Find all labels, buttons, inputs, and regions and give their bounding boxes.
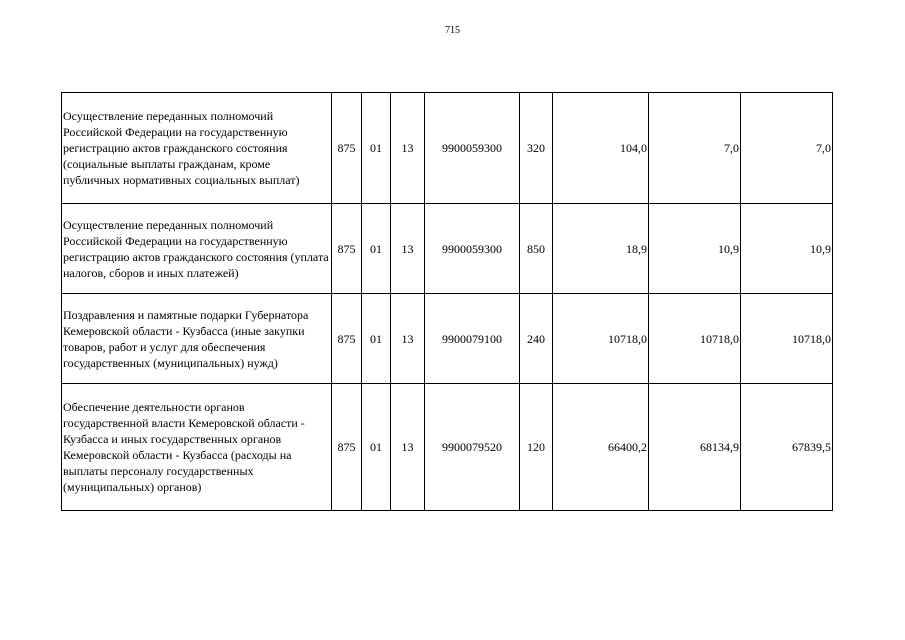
target-article-code: 9900079520 [425, 384, 520, 511]
amount-year-2: 68134,9 [649, 384, 741, 511]
expense-type-code: 240 [520, 294, 553, 384]
amount-year-1: 18,9 [553, 204, 649, 294]
amount-year-3: 10,9 [741, 204, 833, 294]
amount-year-1: 66400,2 [553, 384, 649, 511]
target-article-code: 9900059300 [425, 204, 520, 294]
amount-year-3: 67839,5 [741, 384, 833, 511]
budget-table [61, 92, 833, 511]
ministry-code: 875 [332, 93, 362, 204]
section-code: 01 [362, 294, 391, 384]
subsection-code: 13 [391, 93, 425, 204]
section-code: 01 [362, 384, 391, 511]
subsection-code: 13 [391, 294, 425, 384]
amount-year-3: 10718,0 [741, 294, 833, 384]
target-article-code: 9900079100 [425, 294, 520, 384]
amount-year-2: 10,9 [649, 204, 741, 294]
page-number: 715 [445, 25, 460, 36]
amount-year-3: 7,0 [741, 93, 833, 204]
expense-type-code: 850 [520, 204, 553, 294]
subsection-code: 13 [391, 204, 425, 294]
amount-year-2: 10718,0 [649, 294, 741, 384]
ministry-code: 875 [332, 204, 362, 294]
section-code: 01 [362, 204, 391, 294]
row-description: Осуществление переданных полномочий Российской Федерации на государственную регистрацию актов гражданского состояния (социальные выплаты гражданам, кроме публичных нормативных социальных выплат) [62, 93, 332, 204]
ministry-code: 875 [332, 384, 362, 511]
expense-type-code: 320 [520, 93, 553, 204]
table-row [62, 384, 833, 511]
amount-year-2: 7,0 [649, 93, 741, 204]
row-description: Обеспечение деятельности органов государственной власти Кемеровской области - Кузбасса и иных государственных органов Кемеровской области - Кузбасса (расходы на выплаты персоналу государственных (муниципальных) органов) [62, 384, 332, 511]
expense-type-code: 120 [520, 384, 553, 511]
ministry-code: 875 [332, 294, 362, 384]
table-row [62, 294, 833, 384]
section-code: 01 [362, 93, 391, 204]
table-row [62, 93, 833, 204]
amount-year-1: 104,0 [553, 93, 649, 204]
amount-year-1: 10718,0 [553, 294, 649, 384]
table-row [62, 204, 833, 294]
target-article-code: 9900059300 [425, 93, 520, 204]
subsection-code: 13 [391, 384, 425, 511]
row-description: Поздравления и памятные подарки Губернатора Кемеровской области - Кузбасса (иные закупки товаров, работ и услуг для обеспечения государственных (муниципальных) нужд) [62, 294, 332, 384]
row-description: Осуществление переданных полномочий Российской Федерации на государственную регистрацию актов гражданского состояния (уплата налогов, сборов и иных платежей) [62, 204, 332, 294]
